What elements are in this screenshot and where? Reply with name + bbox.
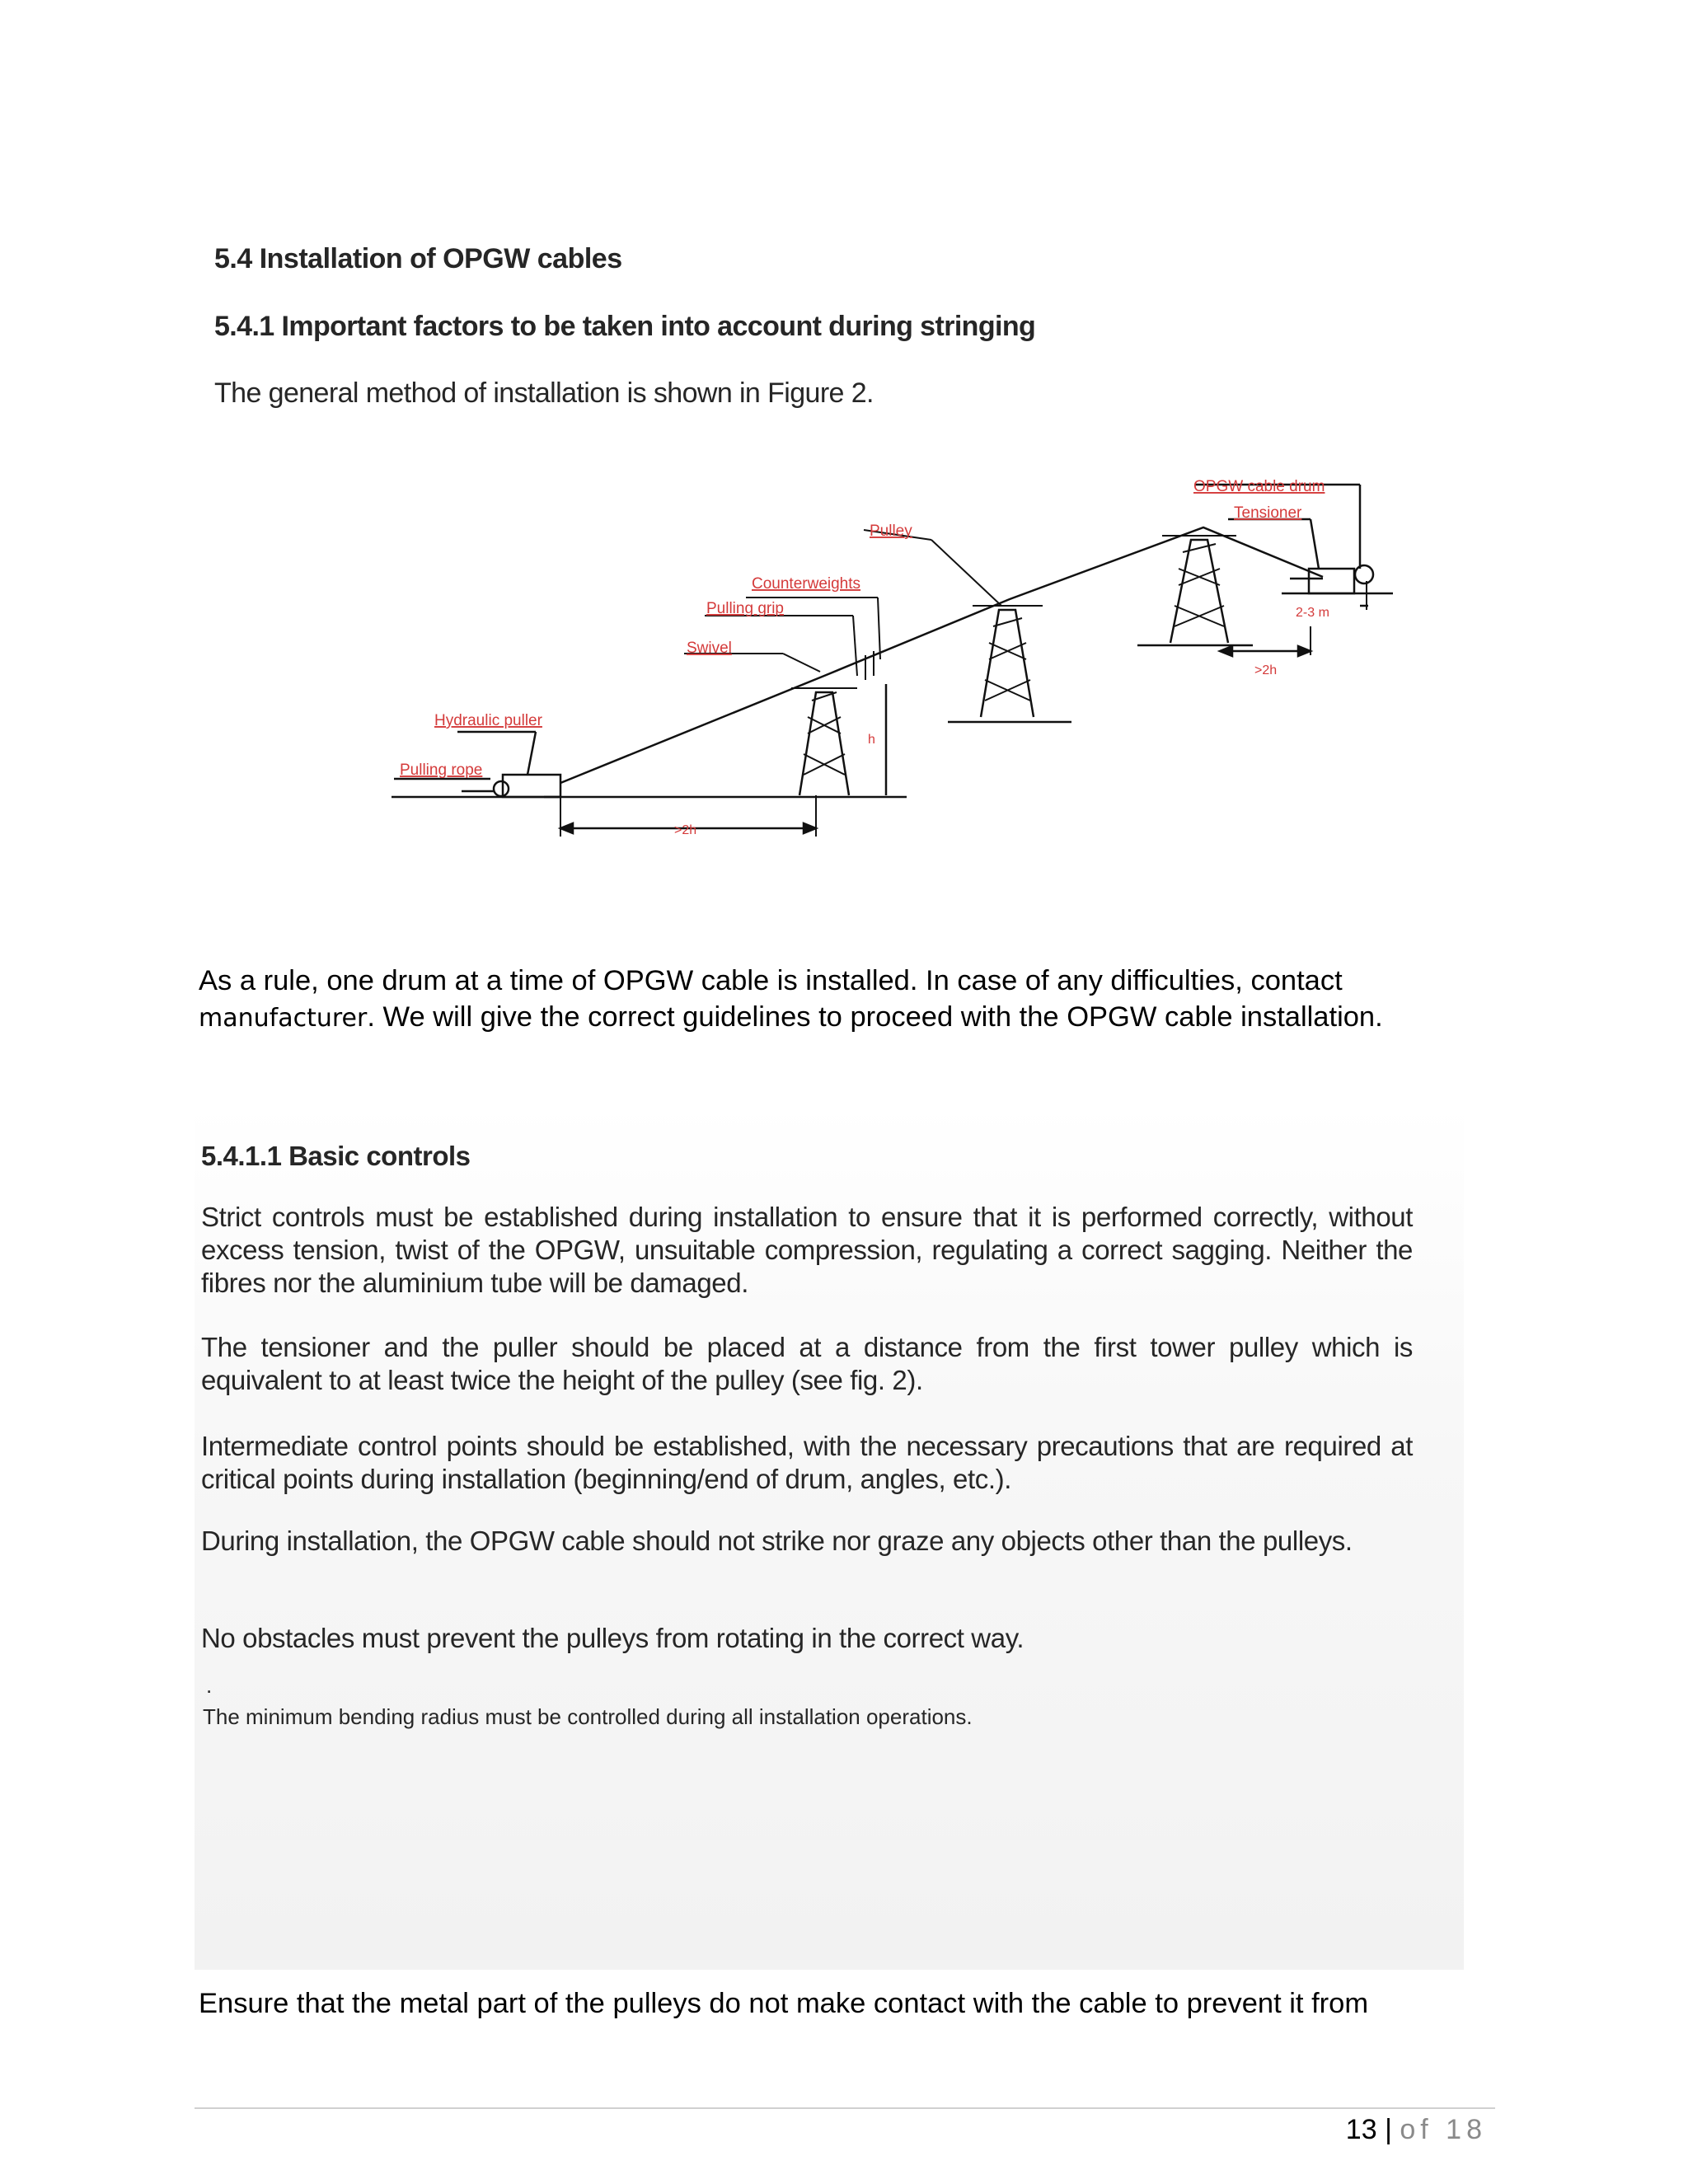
basic-controls-heading: 5.4.1.1 Basic controls (201, 1141, 471, 1171)
rule-text-2: . We will give the correct guidelines to proceed with the OPGW cable installation. (367, 1001, 1383, 1033)
label-dist-small: 2-3 m (1296, 606, 1329, 620)
paragraph-no-strike: During installation, the OPGW cable should not strike nor graze any objects other than the pulleys. (201, 1526, 1353, 1556)
intro-text: The general method of installation is shown in Figure 2. (214, 377, 874, 409)
rule-paragraph (199, 963, 1484, 1037)
label-dist-right: >2h (1254, 663, 1278, 677)
page-number (1346, 2114, 1487, 2146)
footer-divider (195, 2107, 1495, 2109)
section-heading: 5.4 Installation of OPGW cables (214, 243, 622, 274)
page-separator: | (1385, 2114, 1392, 2145)
label-opgw-drum: OPGW cable drum (1193, 478, 1325, 495)
page-total: of 18 (1400, 2114, 1487, 2145)
label-swivel: Swivel (687, 640, 732, 657)
ensure-text: Ensure that the metal part of the pulleys do not make contact with the cable to prevent it from (199, 1988, 1369, 2019)
label-pulling-rope: Pulling rope (400, 762, 483, 779)
paragraph-control-points: Intermediate control points should be established, with the necessary precautions that are required at critical points during installation (beginning/end of drum, angles, etc.). (201, 1431, 1413, 1494)
bending-radius-note: The minimum bending radius must be controlled during all installation operations. (203, 1704, 973, 1729)
label-dist-left: >2h (674, 823, 697, 837)
label-h: h (868, 733, 875, 747)
label-pulley: Pulley (870, 523, 912, 540)
label-pulling-grip: Pulling grip (706, 600, 784, 617)
label-counterweights: Counterweights (752, 575, 861, 593)
bullet-dot: . (206, 1673, 213, 1698)
label-tensioner: Tensioner (1234, 504, 1302, 522)
rule-text-1: As a rule, one drum at a time of OPGW cable is installed. In case of any difficulties, contact (199, 965, 1343, 996)
subsection-heading: 5.4.1 Important factors to be taken into account during stringing (214, 311, 1036, 342)
paragraph-obstacles: No obstacles must prevent the pulleys from rotating in the correct way. (201, 1623, 1025, 1653)
paragraph-strict-controls: Strict controls must be established during installation to ensure that it is performed correctly, without excess tension, twist of the OPGW, unsuitable compression, regulating a correct sagging. Neither the fibres nor the aluminium tube will be damaged. (201, 1202, 1413, 1298)
page-current: 13 (1345, 2114, 1377, 2145)
label-hydraulic-puller: Hydraulic puller (434, 712, 542, 729)
paragraph-tensioner: The tensioner and the puller should be placed at a distance from the first tower pulley which is equivalent to at least twice the height of the pulley (see fig. 2). (201, 1332, 1413, 1395)
manufacturer-word: manufacturer (199, 1004, 368, 1033)
installation-diagram (379, 466, 1401, 853)
